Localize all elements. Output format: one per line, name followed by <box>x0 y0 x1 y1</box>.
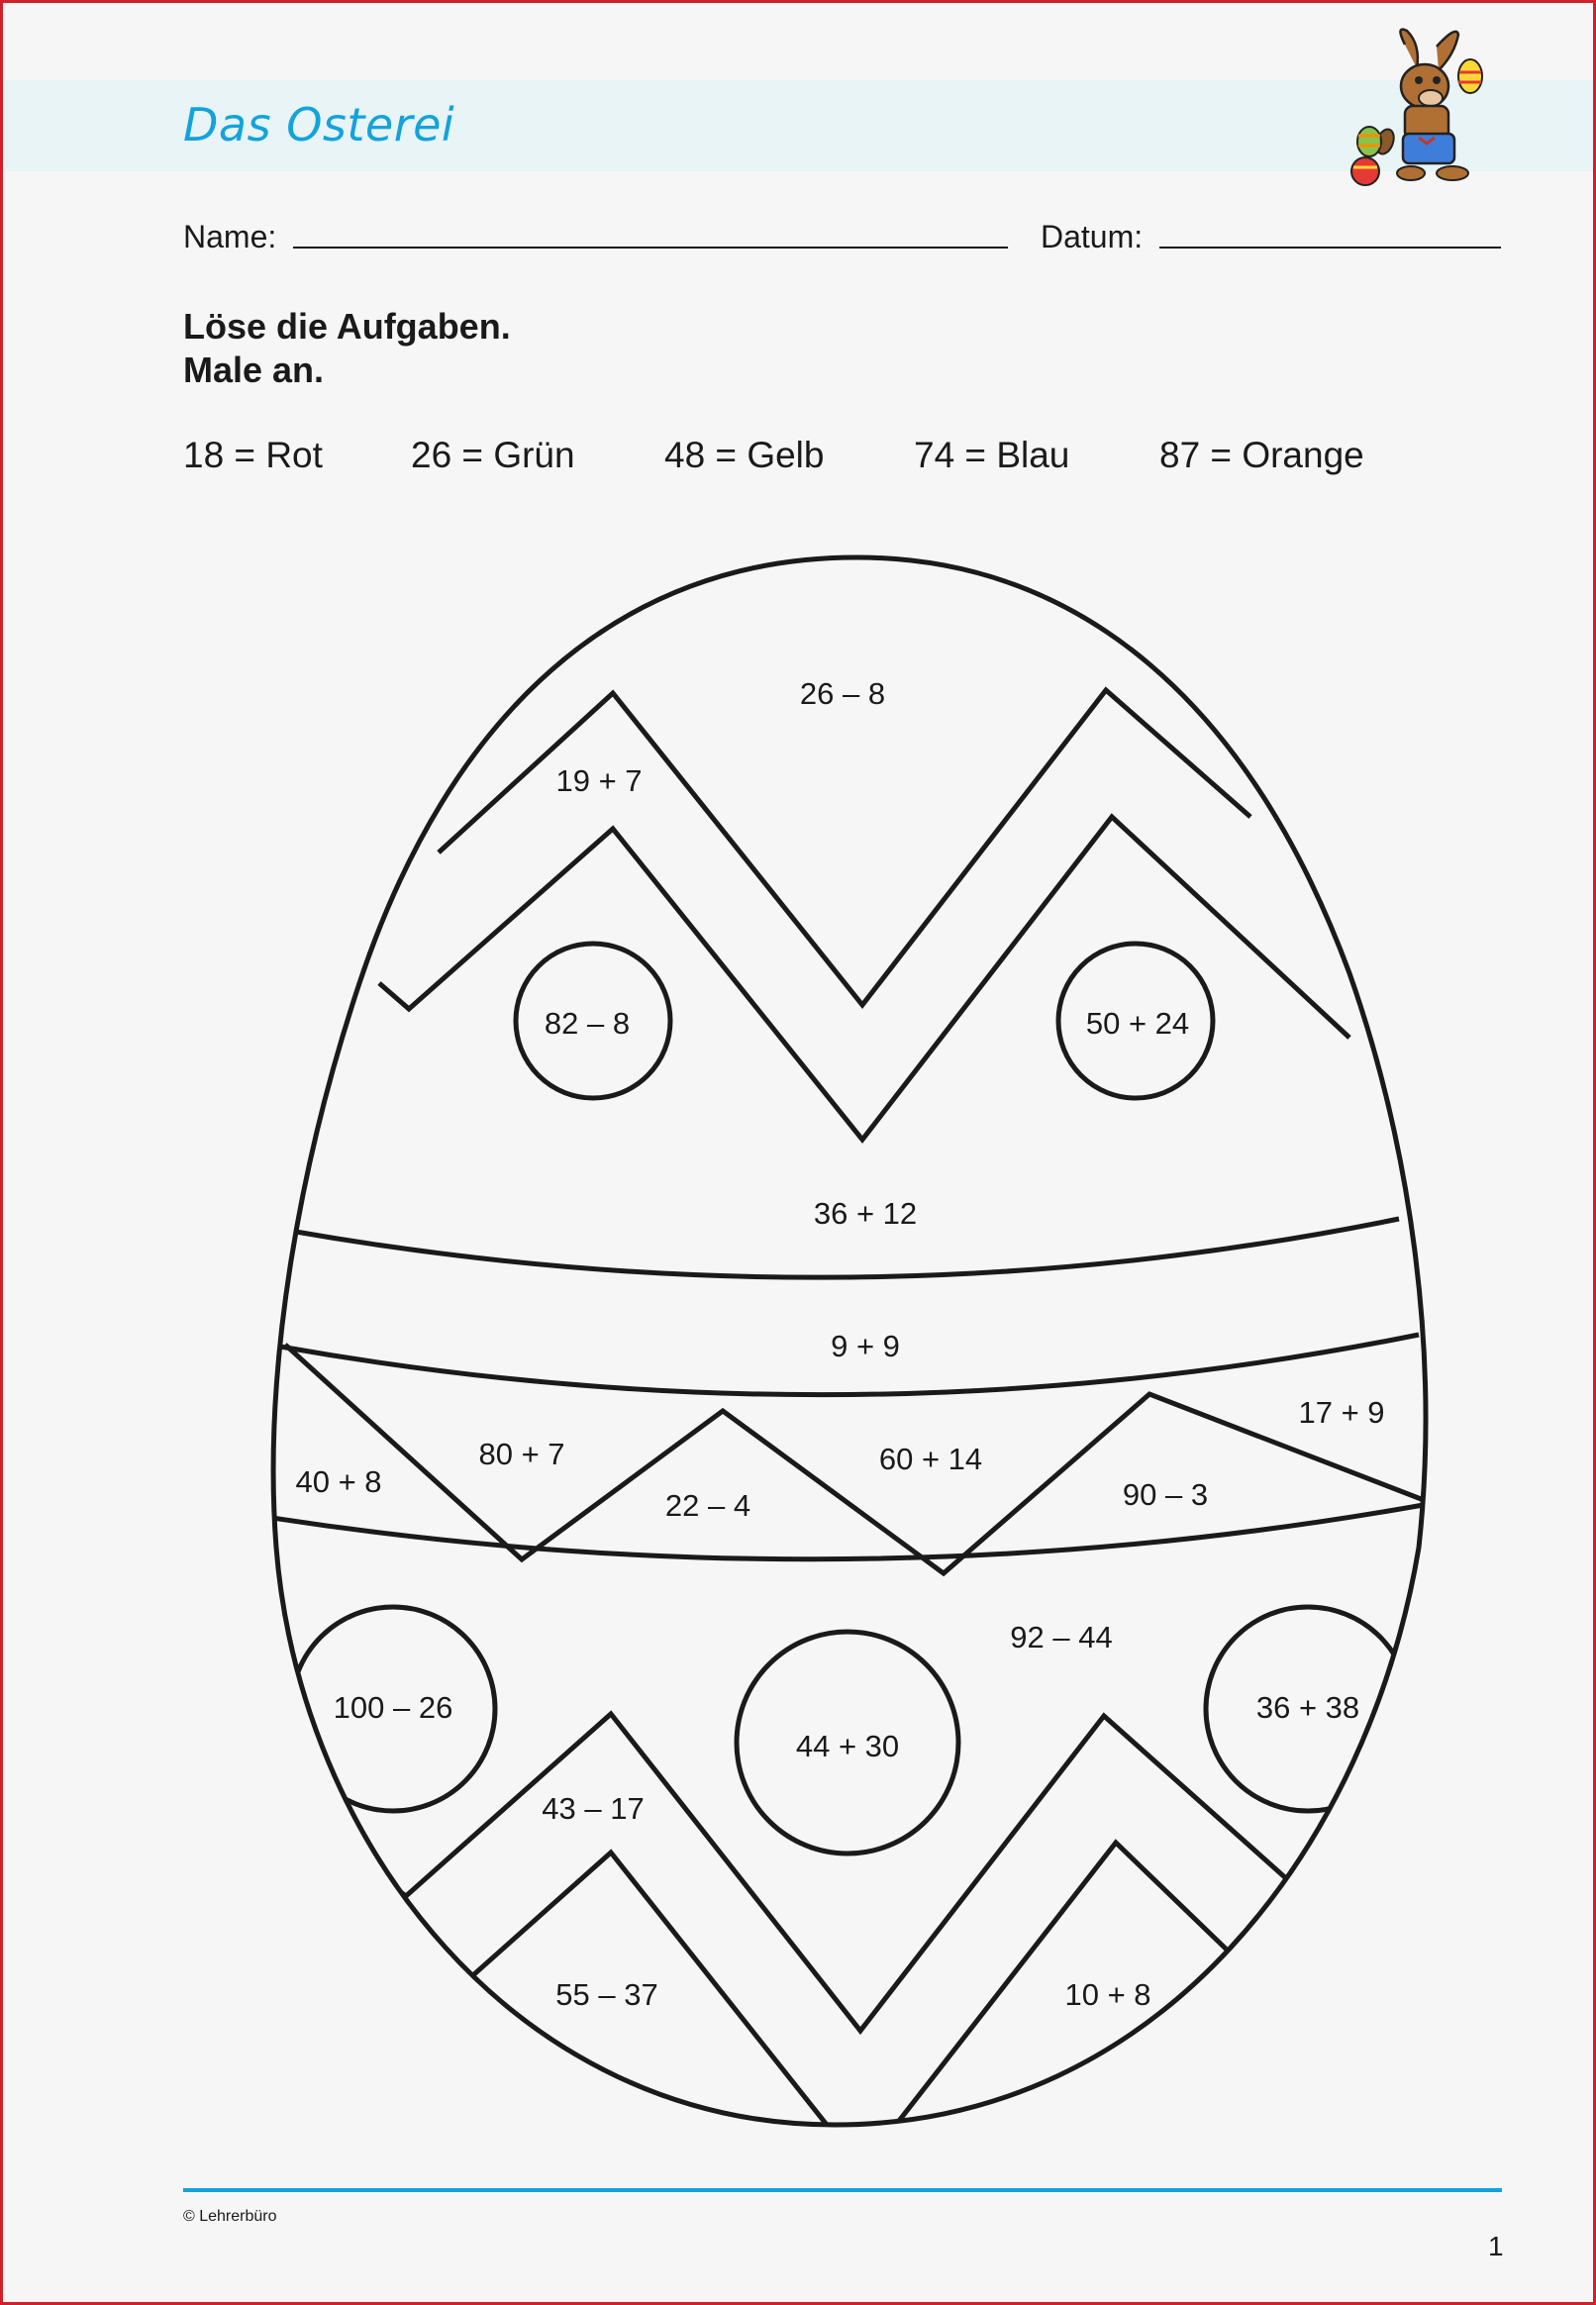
legend-item-green: 26 = Grün <box>411 435 575 475</box>
problem-label: 80 + 7 <box>478 1437 565 1471</box>
problem-label: 40 + 8 <box>295 1464 382 1499</box>
name-label: Name: <box>183 219 277 254</box>
problem-label: 26 – 8 <box>799 676 886 711</box>
page-title: Das Osterei <box>183 98 455 151</box>
problem-label: 55 – 37 <box>555 1977 658 2012</box>
legend-item-yellow: 48 = Gelb <box>664 435 825 475</box>
instruction-color: Male an. <box>183 350 325 390</box>
problem-label: 92 – 44 <box>1010 1620 1113 1654</box>
problem-label: 19 + 7 <box>555 763 643 798</box>
legend-item-blue: 74 = Blau <box>914 435 1070 475</box>
instruction-solve: Löse die Aufgaben. <box>183 306 511 347</box>
problem-label: 22 – 4 <box>664 1488 751 1523</box>
date-label: Datum: <box>1041 219 1144 254</box>
problem-label: 50 + 24 <box>1085 1006 1190 1041</box>
problem-label: 100 – 26 <box>333 1690 453 1725</box>
page-number: 1 <box>1488 2231 1504 2261</box>
problem-label: 36 + 38 <box>1255 1690 1360 1725</box>
footer-divider <box>183 2188 1502 2192</box>
legend-item-orange: 87 = Orange <box>1159 435 1364 475</box>
egg-band-bottom <box>272 1504 1429 1559</box>
legend-item-red: 18 = Rot <box>183 435 323 475</box>
problem-label: 82 – 8 <box>544 1006 631 1041</box>
easter-egg-coloring-figure <box>3 3 1596 2305</box>
problem-label: 17 + 9 <box>1298 1395 1385 1430</box>
problem-label: 43 – 17 <box>542 1791 645 1826</box>
problem-label: 10 + 8 <box>1064 1977 1151 2012</box>
egg-zigzag-top-upper <box>439 690 1250 1005</box>
problem-label: 44 + 30 <box>795 1729 900 1763</box>
problem-label: 9 + 9 <box>831 1329 900 1363</box>
problem-label: 90 – 3 <box>1122 1477 1209 1512</box>
problem-label: 60 + 14 <box>878 1442 983 1476</box>
copyright-text: © Lehrerbüro <box>183 2208 277 2225</box>
egg-zigzag-top-lower <box>379 817 1349 1140</box>
problem-label: 36 + 12 <box>813 1196 918 1231</box>
